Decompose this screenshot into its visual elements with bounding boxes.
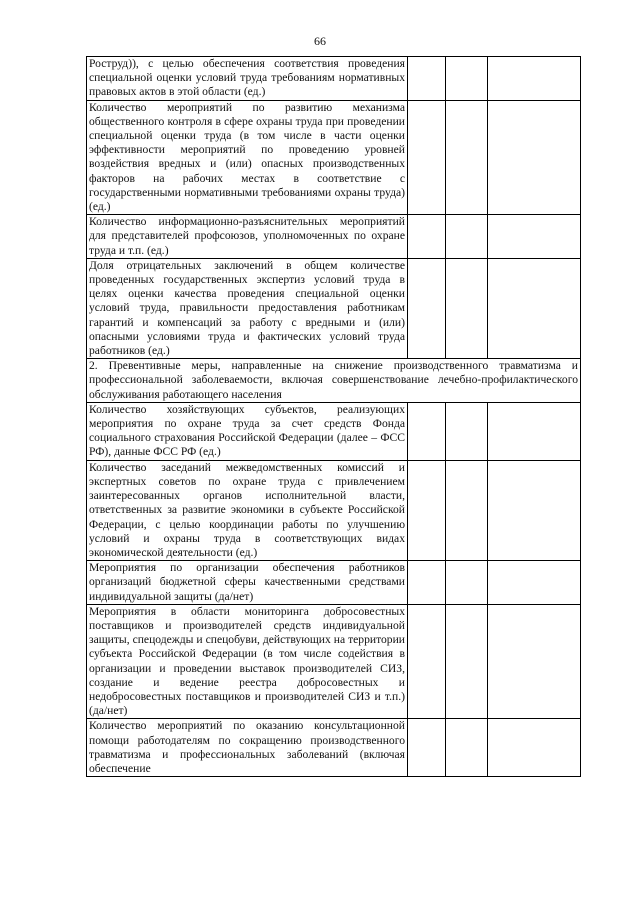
value-cell (446, 561, 488, 605)
value-cell (488, 215, 581, 259)
value-cell (408, 258, 446, 358)
indicators-table (86, 56, 581, 777)
value-cell (408, 604, 446, 719)
value-cell (488, 100, 581, 215)
value-cell (408, 402, 446, 460)
table-row (87, 57, 581, 101)
value-cell (488, 719, 581, 777)
row-label: Количество мероприятий по оказанию консультационной помощи работодателям по сокращению производственного травматизма и профессиональных заболеваний (включая обеспечение (87, 719, 408, 777)
row-label: Доля отрицательных заключений в общем количестве проведенных государственных экспертиз условий труда в целях оценки качества проведения специальной оценки условий труда, правильности предоставления работникам гарантий и компенсаций за работу с вредными и (или) опасными условиями труда и фактических условий труда работников (ед.) (87, 258, 408, 358)
row-label: Количество заседаний межведомственных комиссий и экспертных советов по охране труда с привлечением заинтересованных органов исполнительной власти, ответственных за развитие экономики в субъекте Российской Федерации, с целью координации работы по улучшению условий и охраны труда в соответствующих видах экономической деятельности (ед.) (87, 460, 408, 560)
value-cell (408, 57, 446, 101)
row-label: Количество хозяйствующих субъектов, реализующих мероприятия по охране труда за счет средств Фонда социального страхования Российской Федерации (далее – ФСС РФ), данные ФСС РФ (ед.) (87, 402, 408, 460)
table-row (87, 258, 581, 358)
page-number: 66 (314, 34, 326, 48)
row-label: Количество мероприятий по развитию механизма общественного контроля в сфере охраны труда при проведении специальной оценки труда (в том числе в части оценки эффективности мероприятий по проведению уровней воздействия вредных и (или) опасных производственных факторов на рабочих местах в соответствие с государственными нормативными требованиями охраны труда) (ед.) (87, 100, 408, 215)
value-cell (446, 100, 488, 215)
row-label: Мероприятия в области мониторинга добросовестных поставщиков и производителей средств индивидуальной защиты, спецодежды и спецобуви, действующих на территории субъекта Российской Федерации (в том числе содействия в организации и проведении выставок производителей СИЗ, создание и ведение реестра добросовестных и недобросовестных поставщиков и производителей СИЗ и т.п.) (да/нет) (87, 604, 408, 719)
table-row (87, 719, 581, 777)
value-cell (446, 719, 488, 777)
value-cell (408, 215, 446, 259)
table-row (87, 561, 581, 605)
value-cell (446, 604, 488, 719)
table-row (87, 100, 581, 215)
value-cell (488, 460, 581, 560)
value-cell (488, 57, 581, 101)
value-cell (446, 57, 488, 101)
section-row (87, 359, 581, 403)
value-cell (446, 215, 488, 259)
table-row (87, 402, 581, 460)
value-cell (488, 402, 581, 460)
value-cell (446, 402, 488, 460)
value-cell (408, 719, 446, 777)
value-cell (446, 258, 488, 358)
value-cell (408, 100, 446, 215)
value-cell (488, 258, 581, 358)
table-row (87, 460, 581, 560)
value-cell (408, 561, 446, 605)
value-cell (488, 604, 581, 719)
table-row (87, 215, 581, 259)
section-heading: 2. Превентивные меры, направленные на снижение производственного травматизма и профессиональной заболеваемости, включая совершенствование лечебно-профилактического обслуживания работающего населения (87, 359, 581, 403)
row-label: Роструд)), с целью обеспечения соответствия проведения специальной оценки условий труда требованиям нормативных правовых актов в этой области (ед.) (87, 57, 408, 101)
value-cell (408, 460, 446, 560)
value-cell (488, 561, 581, 605)
row-label: Мероприятия по организации обеспечения работников организаций бюджетной сферы качественными средствами индивидуальной защиты (да/нет) (87, 561, 408, 605)
row-label: Количество информационно-разъяснительных мероприятий для представителей профсоюзов, уполномоченных по охране труда и т.п. (ед.) (87, 215, 408, 259)
value-cell (446, 460, 488, 560)
table-row (87, 604, 581, 719)
